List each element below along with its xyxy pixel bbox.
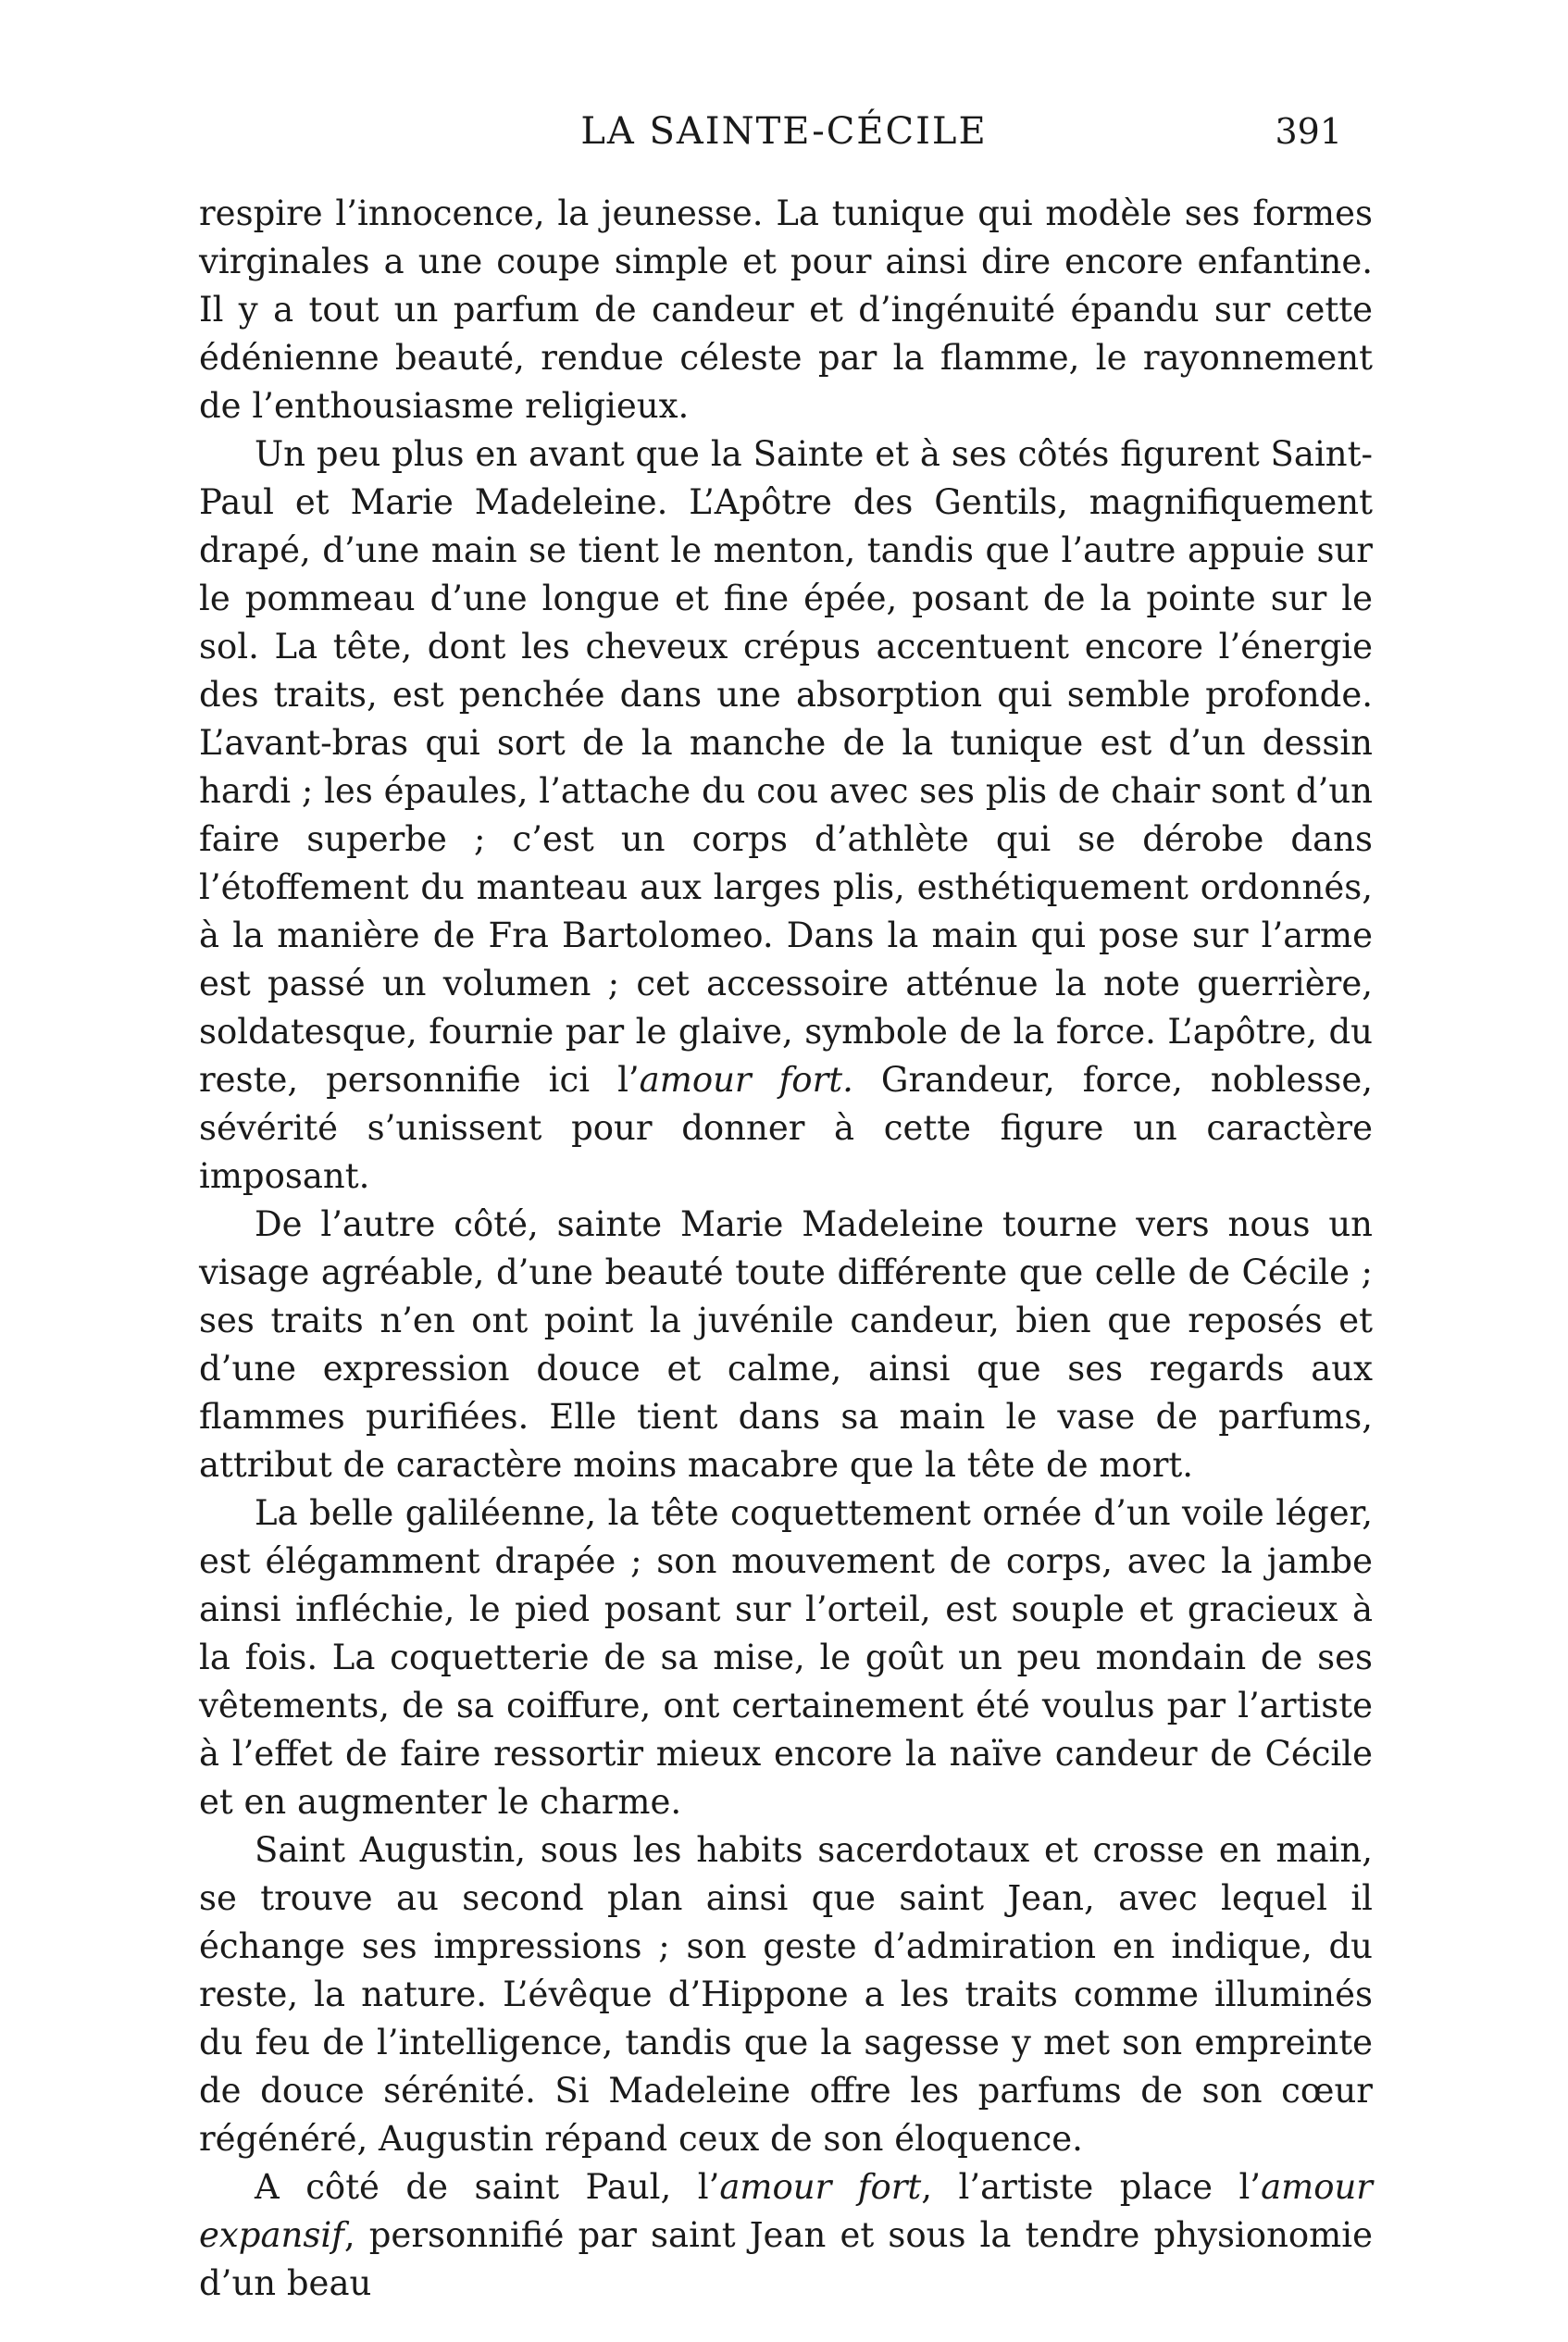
text-run: respire l’innocence, la jeunesse. La tunique qui modèle ses formes virginales a une coupe simple et pour ainsi dire encore enfantine. Il y a tout un parfum de candeur et d’ingénuité épandu sur cette édénienne beauté, rendue céleste par la flamme, le rayonnement de l’enthousiasme religieux. — [199, 193, 1373, 426]
body-text — [199, 190, 1373, 2308]
page-number: 391 — [1275, 111, 1342, 152]
text-run: A côté de saint Paul, l’ — [255, 2167, 720, 2207]
text-run: , l’artiste place l’ — [921, 2167, 1262, 2207]
italic-phrase: amour fort — [719, 2167, 922, 2207]
paragraph — [199, 1489, 1373, 1826]
text-run: La belle galiléenne, la tête coquettement ornée d’un voile léger, est élégamment drapée ; son mouvement de corps, avec la jambe ainsi infléchie, le pied posant sur l’orteil, est souple et gracieux à la fois. La coquetterie de sa mise, le goût un peu mondain de ses vêtements, de sa coiffure, ont certainement été voulus par l’artiste à l’effet de faire ressortir mieux encore la naïve candeur de Cécile et en augmenter le charme. — [199, 1493, 1373, 1822]
text-run: De l’autre côté, sainte Marie Madeleine tourne vers nous un visage agréable, d’une beauté toute différente que celle de Cécile ; ses traits n’en ont point la juvénile candeur, bien que reposés et d’une expression douce et calme, ainsi que ses regards aux flammes purifiées. Elle tient dans sa main le vase de parfums, attribut de caractère moins macabre que la tête de mort. — [199, 1204, 1373, 1485]
paragraph — [199, 1826, 1373, 2163]
italic-phrase: amour expansif — [199, 2167, 1373, 2255]
running-header — [0, 104, 1568, 159]
paragraph — [199, 2163, 1373, 2308]
italic-phrase: amour fort. — [639, 1060, 853, 1100]
paragraph — [199, 430, 1373, 1201]
text-run: Saint Augustin, sous les habits sacerdotaux et crosse en main, se trouve au second plan ainsi que saint Jean, avec lequel il échange ses impressions ; son geste d’admiration en indique, du reste, la nature. L’évêque d’Hippone a les traits comme illuminés du feu de l’intelligence, tandis que la sagesse y met son empreinte de douce sérénité. Si Madeleine offre les parfums de son cœur régénéré, Augustin répand ceux de son éloquence. — [199, 1830, 1373, 2159]
paragraph — [199, 190, 1373, 430]
text-run: Un peu plus en avant que la Sainte et à ses côtés figurent Saint-Paul et Marie Madeleine. L’Apôtre des Gentils, magnifiquement drapé, d’une main se tient le menton, tandis que l’autre appuie sur le pommeau d’une longue et fine épée, posant de la pointe sur le sol. La tête, dont les cheveux crépus accentuent encore l’énergie des traits, est penchée dans une absorption qui semble profonde. L’avant-bras qui sort de la manche de la tunique est d’un dessin hardi ; les épaules, l’attache du cou avec ses plis de chair sont d’un faire superbe ; c’est un corps d’athlète qui se dérobe dans l’étoffement du manteau aux larges plis, esthétiquement ordonnés, à la manière de Fra Bartolomeo. Dans la main qui pose sur l’arme est passé un volumen ; cet accessoire atténue la note guerrière, soldatesque, fournie par le glaive, symbole de la force. L’apôtre, du reste, personnifie ici l’ — [199, 434, 1373, 1100]
text-run: , personnifié par saint Jean et sous la tendre physionomie d’un beau — [199, 2215, 1373, 2303]
paragraph — [199, 1201, 1373, 1489]
text-run: Grandeur, force, noblesse, sévérité s’unissent pour donner à cette figure un caractère imposant. — [199, 1060, 1373, 1196]
running-title: LA SAINTE-CÉCILE — [580, 110, 988, 153]
